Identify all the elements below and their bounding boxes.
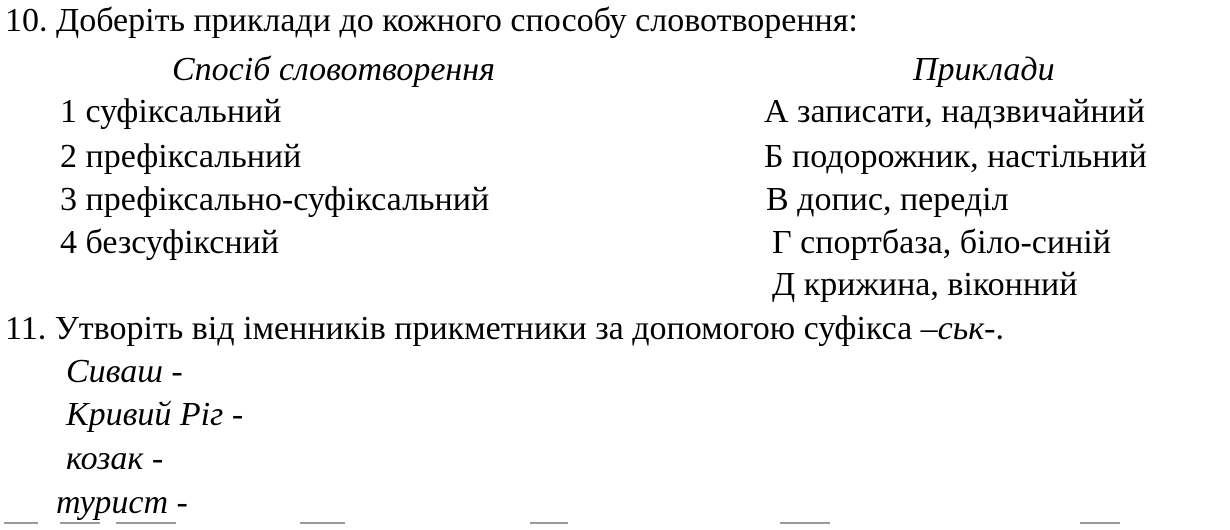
example-item: Г спортбаза, біло-синій — [772, 224, 1111, 261]
examples-column-header: Приклади — [913, 51, 1055, 88]
method-item: 4 безсуфіксний — [60, 224, 279, 261]
task-11-title-text: 11. Утворіть від іменників прикметники за допомогою суфікса — [5, 310, 921, 347]
method-column-header: Спосіб словотворення — [172, 51, 495, 88]
task-10-title: 10. Доберіть приклади до кожного способу словотворення: — [5, 2, 858, 39]
method-item: 2 префіксальний — [60, 138, 302, 175]
suffix-term: –ськ- — [920, 310, 996, 347]
noun-item: козак - — [66, 440, 164, 477]
noun-item: Кривий Ріг - — [66, 396, 244, 433]
example-item: В допис, переділ — [766, 181, 1009, 218]
task-11-title-end: . — [995, 310, 1004, 347]
example-item: Б подорожник, настільний — [764, 138, 1147, 175]
example-item: Д крижина, віконний — [772, 266, 1078, 303]
noun-item: Сиваш - — [66, 353, 183, 390]
example-item: А записати, надзвичайний — [764, 93, 1145, 130]
noun-item: турист - — [56, 484, 188, 521]
cropped-next-line — [0, 522, 1230, 530]
method-item: 1 суфіксальний — [60, 93, 282, 130]
method-item: 3 префіксально-суфіксальний — [60, 181, 490, 218]
task-11-title — [5, 312, 1004, 346]
